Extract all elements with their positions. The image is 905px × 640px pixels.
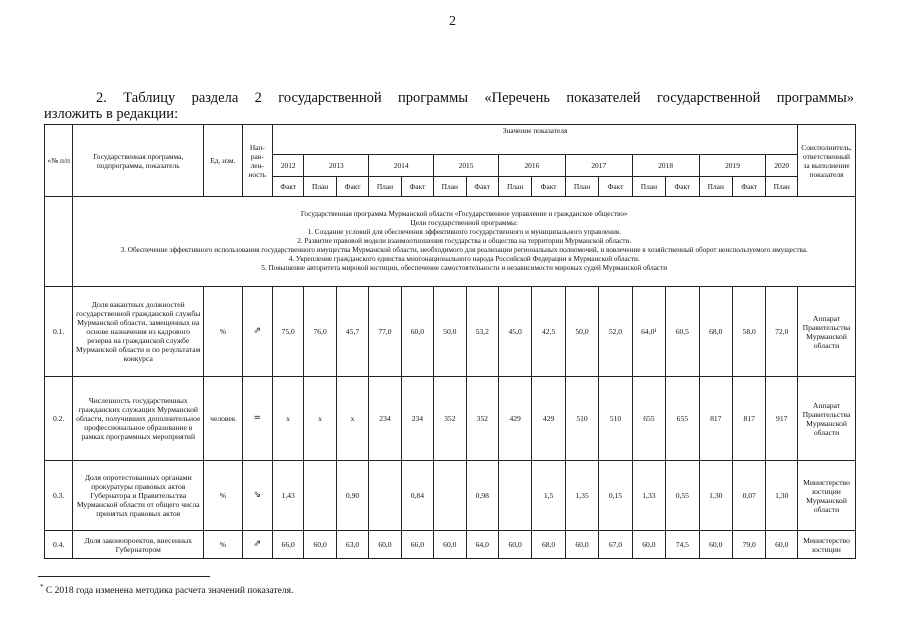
row-value: 53,2 <box>466 287 498 377</box>
row-value: 352 <box>434 377 466 461</box>
sub-plan: План <box>565 177 598 197</box>
year-2013: 2013 <box>304 155 369 177</box>
row-value <box>369 461 401 531</box>
row-value: 429 <box>498 377 531 461</box>
row-value: 68,0 <box>532 531 565 559</box>
row-value: 60,0 <box>369 531 401 559</box>
row-value: 0,07 <box>733 461 766 531</box>
row-unit: % <box>204 287 243 377</box>
row-value: х <box>336 377 368 461</box>
row-value: 67,0 <box>599 531 632 559</box>
row-value: 52,0 <box>599 287 632 377</box>
row-direction: ⇗ <box>242 531 272 559</box>
row-value: 60,0 <box>565 531 598 559</box>
row-value: 0,15 <box>599 461 632 531</box>
goal-item: 5. Повышение авторитета мировой юстиции, обеспечение самостоятельности и независимости мировых судей Мурманской области <box>261 264 668 272</box>
footnote-text: С 2018 года изменена методика расчета значений показателя. <box>45 586 294 597</box>
row-direction: ⇗ <box>242 287 272 377</box>
row-coexecutor: Министерство юстиции Мурманской области <box>798 461 856 531</box>
row-value: 0,84 <box>401 461 433 531</box>
page-number: 2 <box>449 14 456 29</box>
row-unit: человек <box>204 377 243 461</box>
header-coexecutor: Соисполнитель, ответственный за выполнение показателя <box>798 125 856 197</box>
row-value: 0,55 <box>666 461 699 531</box>
year-2012: 2012 <box>273 155 304 177</box>
row-value: 1,43 <box>273 461 304 531</box>
row-value: 66,0 <box>273 531 304 559</box>
row-value: 68,0 <box>699 287 732 377</box>
sub-plan: План <box>632 177 665 197</box>
row-value: 1,5 <box>532 461 565 531</box>
row-value: 63,0 <box>336 531 368 559</box>
row-value: 60,0 <box>766 531 798 559</box>
row-value: 1,35 <box>565 461 598 531</box>
program-goals <box>73 197 856 287</box>
header-direction: Нап-рав-лен-ность <box>242 125 272 197</box>
row-value: 917 <box>766 377 798 461</box>
footnote-divider <box>38 576 210 577</box>
row-value: 1,30 <box>699 461 732 531</box>
row-value: 60,0 <box>304 531 336 559</box>
table-row <box>45 377 856 461</box>
row-value: 74,5 <box>666 531 699 559</box>
indicators-table <box>44 124 856 559</box>
intro-line-1: 2. Таблицу раздела 2 государственной программы «Перечень показателей государственной программы» <box>96 90 854 106</box>
sub-plan: План <box>304 177 336 197</box>
row-num: 0.1. <box>45 287 73 377</box>
row-value <box>498 461 531 531</box>
row-value: 50,0 <box>565 287 598 377</box>
sub-fact: Факт <box>532 177 565 197</box>
row-value: 234 <box>401 377 433 461</box>
row-value: 72,0 <box>766 287 798 377</box>
row-num: 0.2. <box>45 377 73 461</box>
row-value: 60,0 <box>632 531 665 559</box>
row-value: 60,0 <box>498 531 531 559</box>
intro-text <box>44 90 854 122</box>
year-2014: 2014 <box>369 155 434 177</box>
year-2015: 2015 <box>434 155 499 177</box>
row-direction: ⇘ <box>242 461 272 531</box>
row-value: 655 <box>666 377 699 461</box>
year-2019: 2019 <box>699 155 766 177</box>
row-num: 0.3. <box>45 461 73 531</box>
row-value: 60,5 <box>666 287 699 377</box>
row-value: 510 <box>599 377 632 461</box>
row-value: 429 <box>532 377 565 461</box>
goal-item: 3. Обеспечение эффективного использования государственного имущества Мурманской области, необходимого для реализации региональных полномочий, и вовлечение в хозяйственный оборот неиспользуемого имущества. <box>120 246 808 254</box>
row-value: 45,0 <box>498 287 531 377</box>
sub-plan: План <box>434 177 466 197</box>
row-direction: = <box>242 377 272 461</box>
sub-plan: План <box>699 177 732 197</box>
row-coexecutor: Аппарат Правительства Мурманской области <box>798 287 856 377</box>
row-value: 58,0 <box>733 287 766 377</box>
year-2016: 2016 <box>498 155 565 177</box>
footnote <box>40 583 293 596</box>
row-value: 817 <box>699 377 732 461</box>
row-value: 352 <box>466 377 498 461</box>
row-value: 45,7 <box>336 287 368 377</box>
row-value: 42,5 <box>532 287 565 377</box>
row-value: 655 <box>632 377 665 461</box>
row-value: 1,33 <box>632 461 665 531</box>
sub-fact: Факт <box>733 177 766 197</box>
row-coexecutor: Аппарат Правительства Мурманской области <box>798 377 856 461</box>
row-value: 76,0 <box>304 287 336 377</box>
row-value: 64,0 <box>466 531 498 559</box>
sub-fact: Факт <box>666 177 699 197</box>
row-value: 0,90 <box>336 461 368 531</box>
year-2020: 2020 <box>766 155 798 177</box>
row-value: 66,0 <box>401 531 433 559</box>
sub-fact: Факт <box>466 177 498 197</box>
year-2017: 2017 <box>565 155 632 177</box>
row-value: 60,0 <box>434 531 466 559</box>
row-value: 60,0 <box>699 531 732 559</box>
table-row <box>45 287 856 377</box>
header-unit: Ед. изм. <box>204 125 243 197</box>
sub-fact: Факт <box>336 177 368 197</box>
row-value: 234 <box>369 377 401 461</box>
row-value: 75,0 <box>273 287 304 377</box>
header-value: Значение показателя <box>273 125 798 155</box>
row-unit: % <box>204 461 243 531</box>
row-value <box>434 461 466 531</box>
sub-plan: План <box>766 177 798 197</box>
intro-line-2: изложить в редакции: <box>44 106 179 122</box>
table-row <box>45 461 856 531</box>
program-num-empty <box>45 197 73 287</box>
sub-plan: План <box>498 177 531 197</box>
row-value: 60,0 <box>401 287 433 377</box>
goal-item: 2. Развитие правовой модели взаимоотношения государства и общества на территории Мурманской области. <box>297 237 632 245</box>
row-value: 510 <box>565 377 598 461</box>
sub-fact: Факт <box>599 177 632 197</box>
row-value: 50,0 <box>434 287 466 377</box>
footnote-mark: * <box>40 583 44 591</box>
goal-item: 4. Укрепление гражданского единства многонационального народа Российской Федерации в Мурманской области. <box>288 255 640 263</box>
table-row <box>45 531 856 559</box>
program-title: Государственная программа Мурманской области «Государственное управление и гражданское общество» <box>300 210 628 218</box>
row-value: х <box>304 377 336 461</box>
row-unit: % <box>204 531 243 559</box>
year-2018: 2018 <box>632 155 699 177</box>
row-value: 1,30 <box>766 461 798 531</box>
sub-plan: План <box>369 177 401 197</box>
goals-title: Цели государственной программы: <box>410 219 518 227</box>
sub-fact: Факт <box>401 177 433 197</box>
goal-item: 1. Создание условий для обеспечения эффективного государственного и муниципального управления. <box>307 228 621 236</box>
row-value: 0,98 <box>466 461 498 531</box>
header-name: Государственная программа, подпрограмма, показатель <box>73 125 204 197</box>
row-value: 64,0¹ <box>632 287 665 377</box>
row-value: 817 <box>733 377 766 461</box>
row-coexecutor: Министерство юстиции <box>798 531 856 559</box>
row-value: х <box>273 377 304 461</box>
row-name: Доля опротестованных органами прокуратуры правовых актов Губернатора и Правительства Мурманской области от общего числа принятых правовых актов <box>73 461 204 531</box>
row-value: 79,0 <box>733 531 766 559</box>
row-name: Доля законопроектов, внесенных Губернатором <box>73 531 204 559</box>
row-value <box>304 461 336 531</box>
sub-fact: Факт <box>273 177 304 197</box>
row-num: 0.4. <box>45 531 73 559</box>
row-name: Численность государственных гражданских служащих Мурманской области, получивших дополнительное профессиональное образование в рамках программных мероприятий <box>73 377 204 461</box>
row-name: Доля вакантных должностей государственной гражданской службы Мурманской области, замещенных на основе назначения из кадрового резерва на гражданской службе Мурманской области и по результатам конкурса <box>73 287 204 377</box>
header-num: «№ п/п <box>45 125 73 197</box>
row-value: 77,0 <box>369 287 401 377</box>
